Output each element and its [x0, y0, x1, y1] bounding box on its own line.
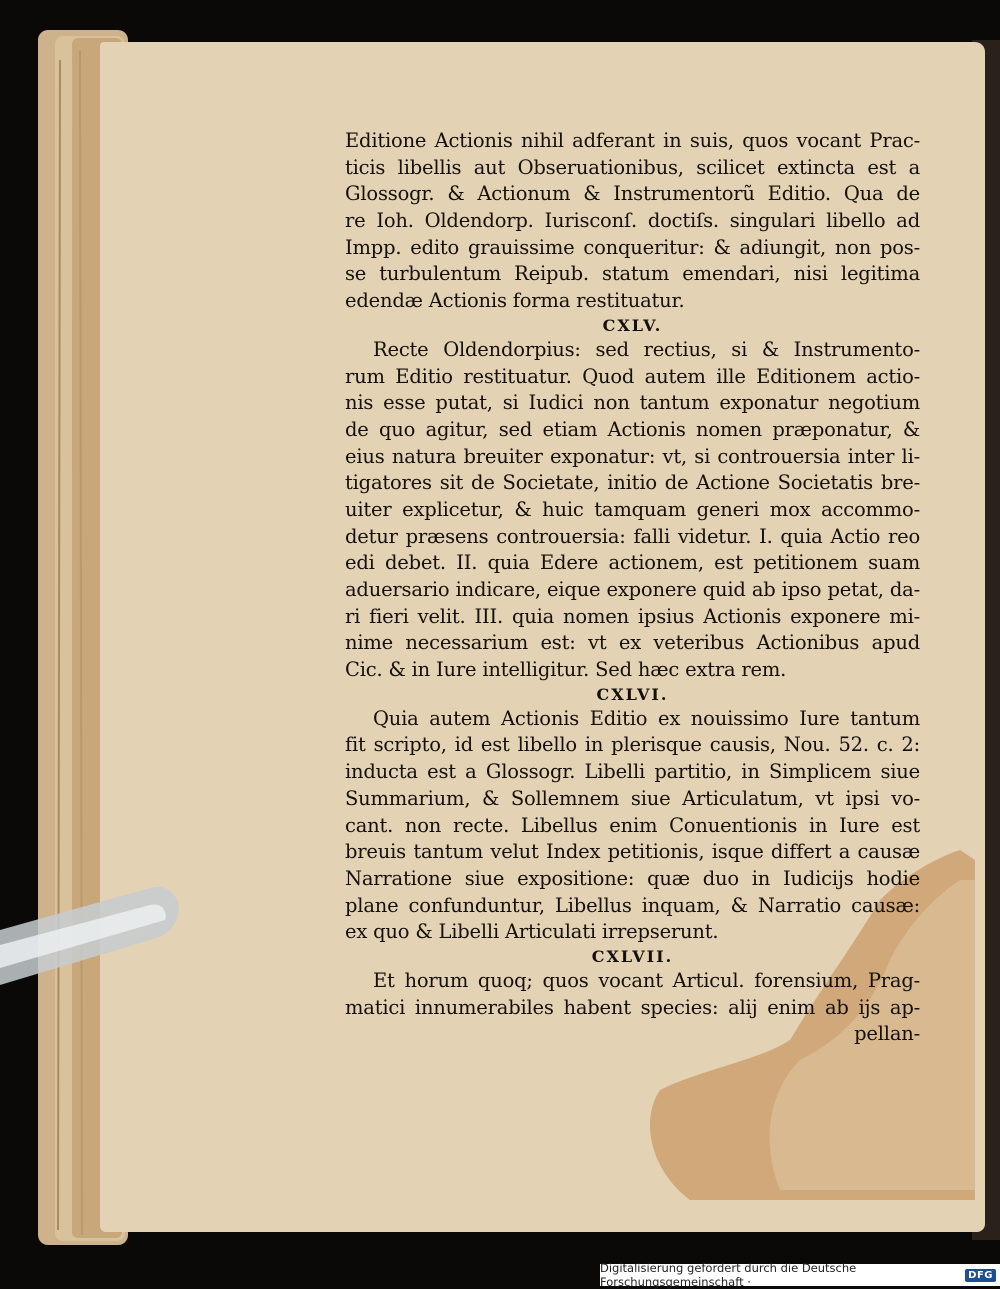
text-line: uiter explicetur, & huic tamquam generi mox accommo- [345, 497, 920, 521]
text-line: eius natura breuiter exponatur: vt, si controuersia inter li- [345, 444, 920, 468]
text-line: nime necessarium est: vt ex veteribus Actionibus apud [345, 631, 920, 655]
page-text [345, 128, 920, 1048]
text-line: detur præsens controuersia: falli videtur. I. quia Actio reo [345, 524, 920, 548]
text-line: rum Editio restituatur. Quod autem ille Editionem actio- [345, 364, 920, 388]
text-line: edendæ Actionis forma restituatur. [345, 289, 685, 313]
text-line: inducta est a Glossogr. Libelli partitio, in Simplicem siue [345, 760, 920, 784]
text-line: ri fieri velit. III. quia nomen ipsius Actionis exponere mi- [345, 604, 920, 628]
text-line: de quo agitur, sed etiam Actionis nomen præponatur, & [345, 417, 920, 441]
text-line: re Ioh. Oldendorp. Iurisconſ. doctiſs. singulari libello ad [345, 209, 920, 233]
text-line: aduersario indicare, eique exponere quid ab ipso petat, da- [345, 578, 920, 601]
text-line: ticis libellis aut Obseruationibus, scilicet extincta est a [345, 155, 920, 179]
text-line: cant. non recte. Libellus enim Conuentionis in Iure est [345, 813, 920, 837]
text-line: fit scripto, id est libello in plerisque causis, Nou. 52. c. 2: [345, 733, 920, 757]
digitization-credit [600, 1261, 1000, 1289]
text-line: breuis tantum velut Index petitionis, isque differt a causæ [345, 840, 920, 864]
text-line: Impp. edito grauissime conqueritur: & adiungit, non pos- [345, 235, 920, 259]
text-line: matici innumerabiles habent species: alij enim ab ijs ap- [345, 995, 920, 1019]
text-line: tigatores sit de Societate, initio de Actione Societatis bre- [345, 471, 920, 495]
text-line: nis esse putat, si Iudici non tantum exponatur negotium [345, 391, 920, 415]
text-line: se turbulentum Reipub. statum emendari, nisi legitima [345, 262, 920, 286]
text-line: Narratione siue expositione: quæ duo in Iudicijs hodie [345, 866, 920, 890]
section-number: CXLVI. [596, 684, 669, 704]
text-line: pellan- [854, 1022, 920, 1046]
text-line: Et horum quoq; quos vocant Articul. forensium, Prag- [373, 968, 920, 992]
text-line: Glossogr. & Actionum & Instrumentorũ Editio. Qua de [345, 182, 920, 206]
text-line: Recte Oldendorpius: sed rectius, si & Instrumento- [373, 337, 920, 361]
section-number: CXLVII. [591, 946, 674, 966]
text-line: Cic. & in Iure intelligitur. Sed hæc extra rem. [345, 658, 787, 682]
text-line: plane confunduntur, Libellus inquam, & Narratio causæ: [345, 893, 920, 917]
text-line: Summarium, & Sollemnem siue Articulatum, vt ipsi vo- [345, 786, 920, 810]
section-number: CXLV. [602, 315, 663, 335]
text-line: edi debet. II. quia Edere actionem, est petitionem suam [345, 551, 920, 575]
text-line: ex quo & Libelli Articulati irrepserunt. [345, 920, 719, 944]
credit-text: Digitalisierung gefördert durch die Deutsche Forschungsgemeinschaft · [600, 1261, 857, 1289]
text-line: Quia autem Actionis Editio ex nouissimo Iure tantum [373, 706, 920, 730]
text-line: Editione Actionis nihil adferant in suis, quos vocant Prac- [345, 129, 920, 152]
dfg-logo: DFG [965, 1269, 996, 1282]
